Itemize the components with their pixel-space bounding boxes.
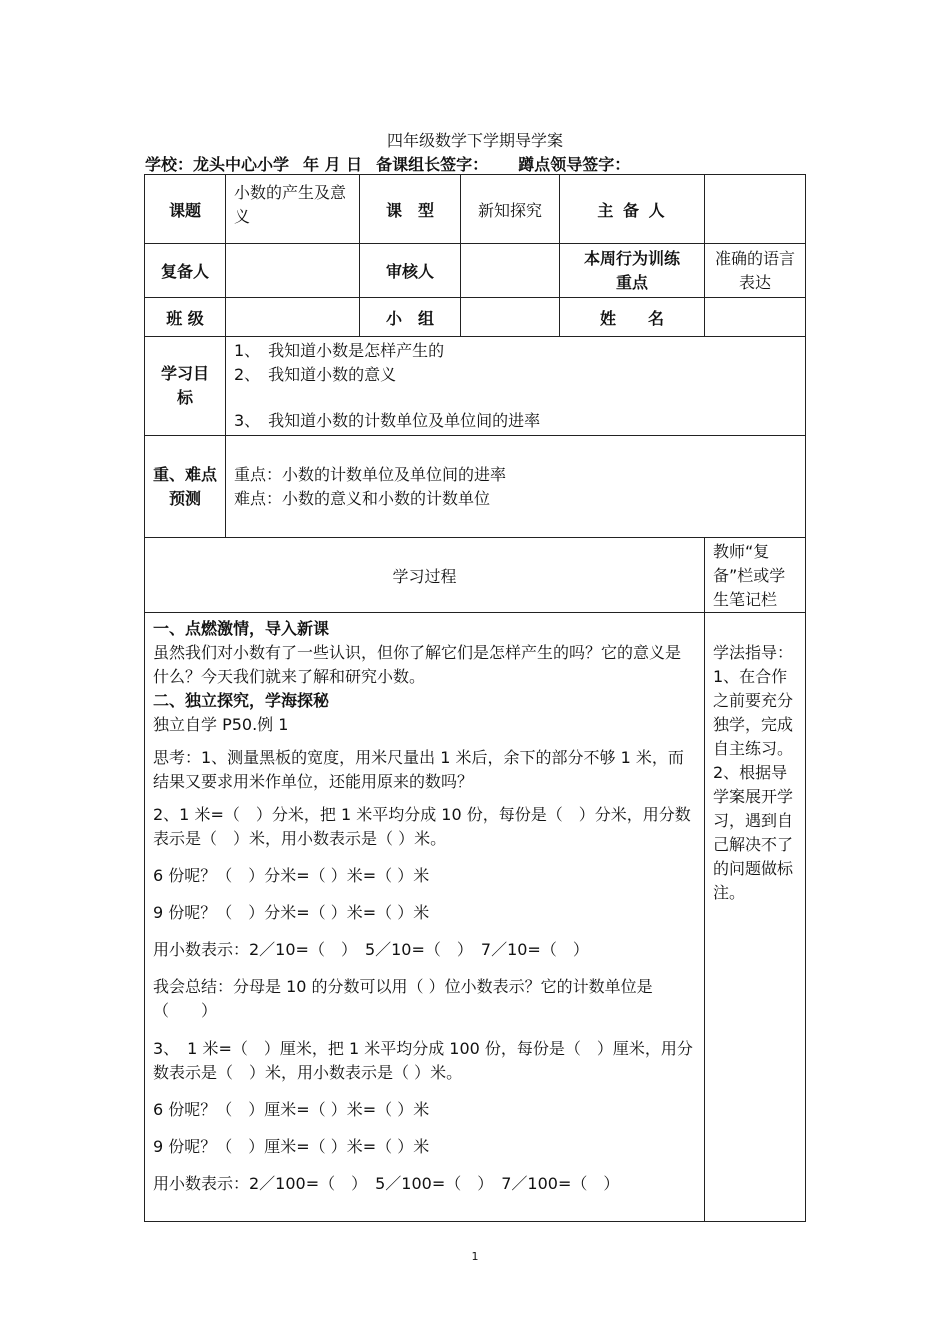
section2-title: 二、独立探究，学海探秘 [153,691,330,710]
question-3a: 6 份呢？（ ）厘米=（ ）米=（ ）米 [153,1100,430,1119]
keypoints-label: 重、难点预测 [145,436,226,538]
notes-tip-2: 2、根据导学案展开学习，遇到自己解决不了的问题做标注。 [713,763,794,902]
focus-value: 准确的语言表达 [705,244,806,298]
question-2: 2、1 米=（ ）分米，把 1 米平均分成 10 份，每份是（ ）分米，用分数表示是（ ）米，用小数表示是（ ）米。 [153,805,691,848]
review-label: 复备人 [145,244,226,298]
header-line [145,152,644,175]
date-label: 年 月 日 [303,155,363,174]
notes-tip-1: 1、在合作之前要充分独学，完成自主练习。 [713,667,794,758]
section2-text: 独立自学 P50.例 1 [153,715,289,734]
review-value [226,244,360,298]
name-value [705,298,806,337]
notes-title: 学法指导： [713,643,794,662]
row-keypoints [145,436,806,538]
page-title: 四年级数学下学期导学案 [386,131,563,150]
focus-label: 本周行为训练重点 [560,244,705,298]
main-value [705,175,806,244]
group-label: 小 组 [360,298,461,337]
process-label: 学习过程 [145,538,705,613]
question-3b: 9 份呢？（ ）厘米=（ ）米=（ ）米 [153,1137,430,1156]
topic-label: 课题 [145,175,226,244]
page-number: 1 [471,1250,479,1263]
row-process [145,613,806,1222]
lesson-table [144,174,806,1222]
supervisor-sign-label: 蹲点领导签字： [518,155,631,174]
goal-item: 2、 我知道小数的意义 [234,365,397,384]
notes-column-label: 教师“复备”栏或学生笔记栏 [705,538,806,613]
process-content [145,613,705,1222]
group-value [461,298,560,337]
type-value: 新知探究 [461,175,560,244]
goals-list [226,337,806,436]
section1-text: 虽然我们对小数有了一些认识，但你了解它们是怎样产生的吗？它的意义是什么？今天我们就来了解和研究小数。 [153,643,682,686]
key-point: 重点：小数的计数单位及单位间的进率 [234,464,507,484]
school-label: 学校：龙头中心小学 [145,155,290,174]
row-review [145,244,806,298]
section1-title: 一、点燃激情，导入新课 [153,619,330,638]
question-2d: 我会总结：分母是 10 的分数可以用（ ）位小数表示？它的计数单位是（ ） [153,977,653,1020]
main-label: 主 备 人 [560,175,705,244]
question-2c: 用小数表示：2／10=（ ） 5／10=（ ） 7／10=（ ） [153,940,589,959]
row-process-header [145,538,806,613]
goal-item: 3、 我知道小数的计数单位及单位间的进率 [234,411,541,430]
keypoints-content [226,436,806,538]
topic-value: 小数的产生及意义 [226,175,360,244]
class-label: 班 级 [145,298,226,337]
audit-value [461,244,560,298]
question-1: 思考：1、测量黑板的宽度，用米尺量出 1 米后，余下的部分不够 1 米，而结果又要求用米作单位，还能用原来的数吗？ [153,748,684,791]
row-class [145,298,806,337]
notes-content [705,613,806,1222]
row-goals [145,337,806,436]
type-label: 课 型 [360,175,461,244]
goals-label: 学习目标 [145,337,226,436]
name-label: 姓 名 [560,298,705,337]
difficult-point: 难点：小数的意义和小数的计数单位 [234,488,491,508]
goal-item: 1、 我知道小数是怎样产生的 [234,341,445,360]
class-value [226,298,360,337]
question-3c: 用小数表示：2／100=（ ） 5／100=（ ） 7／100=（ ） [153,1174,620,1193]
question-2a: 6 份呢？（ ）分米=（ ）米=（ ）米 [153,866,430,885]
question-2b: 9 份呢？（ ）分米=（ ）米=（ ）米 [153,903,430,922]
row-topic [145,175,806,244]
audit-label: 审核人 [360,244,461,298]
question-3: 3、 1 米=（ ）厘米，把 1 米平均分成 100 份，每份是（ ）厘米，用分数表示是（ ）米，用小数表示是（ ）米。 [153,1039,693,1082]
leader-sign-label: 备课组长签字： [376,155,489,174]
